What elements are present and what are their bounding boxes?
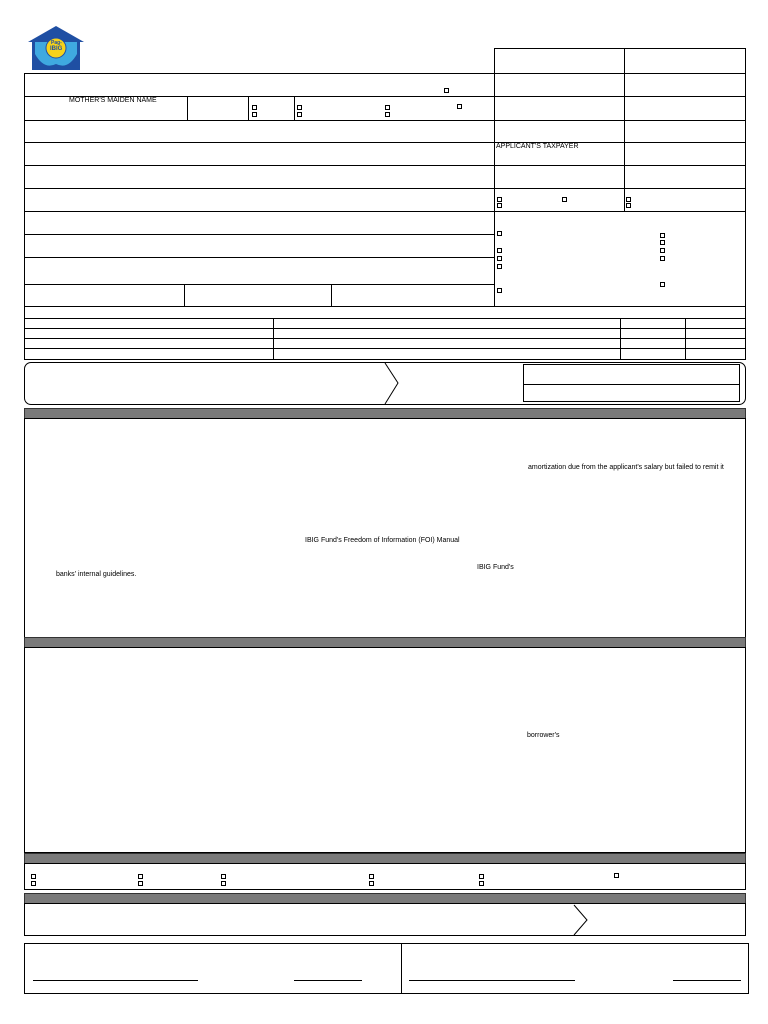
pag-ibig-logo	[26, 24, 86, 74]
checkbox[interactable]	[479, 874, 484, 879]
checkbox[interactable]	[252, 105, 257, 110]
checkbox[interactable]	[626, 197, 631, 202]
header-cell-1	[494, 48, 625, 74]
options-section	[24, 863, 746, 890]
checkbox[interactable]	[369, 874, 374, 879]
declaration-text-banks: banks' internal guidelines.	[56, 571, 137, 578]
signature-line[interactable]	[33, 980, 198, 981]
mothers-maiden-name-label: MOTHER'S MAIDEN NAME	[69, 97, 157, 104]
checkbox[interactable]	[221, 874, 226, 879]
applicant-left-block	[24, 73, 495, 307]
checkbox[interactable]	[497, 203, 502, 208]
checkbox[interactable]	[252, 112, 257, 117]
checkbox[interactable]	[497, 288, 502, 293]
date-line[interactable]	[673, 980, 741, 981]
checkbox[interactable]	[457, 104, 462, 109]
arrow-right-icon	[573, 904, 589, 936]
checkbox[interactable]	[479, 881, 484, 886]
checkbox[interactable]	[369, 881, 374, 886]
checkbox[interactable]	[138, 881, 143, 886]
checkbox[interactable]	[497, 197, 502, 202]
header-cell-2	[624, 48, 746, 74]
applicant-right-block	[494, 73, 746, 307]
checkbox[interactable]	[444, 88, 449, 93]
logo-text-bottom: IBIG	[50, 46, 63, 52]
signature-line[interactable]	[409, 980, 575, 981]
checkbox[interactable]	[221, 881, 226, 886]
declaration-section	[24, 418, 746, 638]
arrow-right-icon	[384, 362, 400, 405]
declaration-text-foi: IBIG Fund's Freedom of Information (FOI) Manual	[305, 537, 460, 544]
declaration-text-amortization: amortization due from the applicant's salary but failed to remit it	[528, 464, 724, 471]
declaration-text-ibig-fund: IBIG Fund's	[477, 564, 514, 571]
acknowledgement-section	[24, 903, 746, 936]
logo-text-top: Pag-	[51, 40, 62, 46]
checkbox[interactable]	[626, 203, 631, 208]
checkbox[interactable]	[497, 248, 502, 253]
authorization-section	[24, 647, 746, 853]
checkbox[interactable]	[497, 256, 502, 261]
checkbox[interactable]	[385, 105, 390, 110]
checkbox[interactable]	[562, 197, 567, 202]
checkbox[interactable]	[138, 874, 143, 879]
checkbox[interactable]	[660, 256, 665, 261]
inner-field-box	[523, 364, 740, 402]
checkbox[interactable]	[31, 881, 36, 886]
checkbox[interactable]	[385, 112, 390, 117]
checkbox[interactable]	[614, 873, 619, 878]
checkbox[interactable]	[660, 240, 665, 245]
checkbox[interactable]	[497, 264, 502, 269]
checkbox[interactable]	[297, 105, 302, 110]
checkbox[interactable]	[660, 233, 665, 238]
checkbox[interactable]	[660, 282, 665, 287]
signature-section	[24, 943, 749, 994]
checkbox[interactable]	[31, 874, 36, 879]
applicant-taxpayer-label: APPLICANT'S TAXPAYER	[496, 143, 579, 150]
checkbox[interactable]	[497, 231, 502, 236]
checkbox[interactable]	[297, 112, 302, 117]
checkbox[interactable]	[660, 248, 665, 253]
authorization-text-borrower: borrower's	[527, 732, 560, 739]
details-table	[24, 306, 746, 360]
date-line[interactable]	[294, 980, 362, 981]
